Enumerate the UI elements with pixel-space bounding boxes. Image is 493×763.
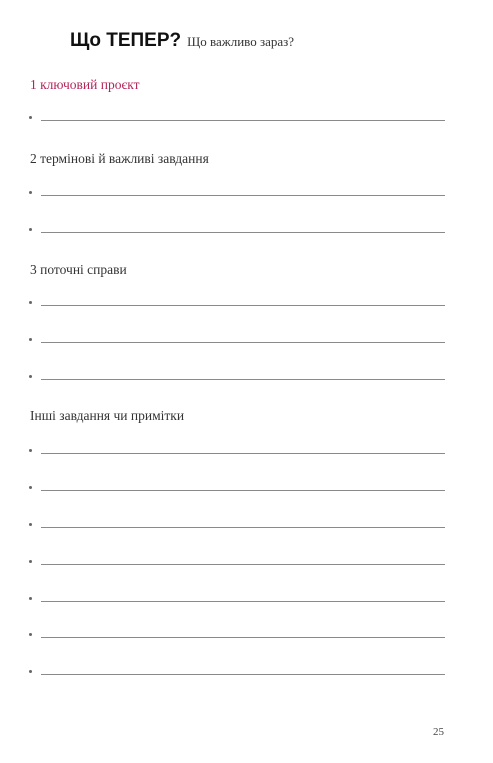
- other-note-line-7[interactable]: [29, 669, 445, 679]
- page-title: Що ТЕПЕР?: [70, 30, 182, 51]
- bullet-icon: [29, 633, 32, 636]
- writing-rule: [41, 453, 445, 454]
- page-number: 25: [433, 726, 444, 738]
- writing-rule: [41, 601, 445, 602]
- bullet-icon: [29, 523, 32, 526]
- writing-rule: [41, 305, 445, 306]
- bullet-icon: [29, 338, 32, 341]
- current-task-line-1[interactable]: [29, 300, 445, 310]
- current-task-line-2[interactable]: [29, 337, 445, 347]
- section-other-heading: Інші завдання чи примітки: [30, 408, 185, 423]
- bullet-icon: [29, 597, 32, 600]
- other-note-line-2[interactable]: [29, 485, 445, 495]
- bullet-icon: [29, 301, 32, 304]
- key-project-line[interactable]: [29, 115, 445, 125]
- bullet-icon: [29, 191, 32, 194]
- section-key-project-heading: 1 ключовий проєкт: [30, 77, 140, 92]
- writing-rule: [41, 527, 445, 528]
- bullet-icon: [29, 486, 32, 489]
- writing-rule: [41, 232, 445, 233]
- writing-rule: [41, 195, 445, 196]
- bullet-icon: [29, 560, 32, 563]
- page-subtitle: Що важливо зараз?: [187, 34, 295, 49]
- urgent-task-line-2[interactable]: [29, 227, 445, 237]
- writing-rule: [41, 637, 445, 638]
- writing-rule: [41, 120, 445, 121]
- bullet-icon: [29, 670, 32, 673]
- page-header: [70, 30, 294, 52]
- other-note-line-1[interactable]: [29, 448, 445, 458]
- other-note-line-5[interactable]: [29, 596, 445, 606]
- writing-rule: [41, 674, 445, 675]
- section-current-heading: 3 поточні справи: [30, 262, 127, 277]
- writing-rule: [41, 342, 445, 343]
- writing-rule: [41, 379, 445, 380]
- bullet-icon: [29, 228, 32, 231]
- other-note-line-6[interactable]: [29, 632, 445, 642]
- bullet-icon: [29, 375, 32, 378]
- urgent-task-line-1[interactable]: [29, 190, 445, 200]
- writing-rule: [41, 564, 445, 565]
- other-note-line-3[interactable]: [29, 522, 445, 532]
- section-urgent-heading: 2 термінові й важливі завдання: [30, 151, 209, 166]
- current-task-line-3[interactable]: [29, 374, 445, 384]
- bullet-icon: [29, 449, 32, 452]
- other-note-line-4[interactable]: [29, 559, 445, 569]
- bullet-icon: [29, 116, 32, 119]
- writing-rule: [41, 490, 445, 491]
